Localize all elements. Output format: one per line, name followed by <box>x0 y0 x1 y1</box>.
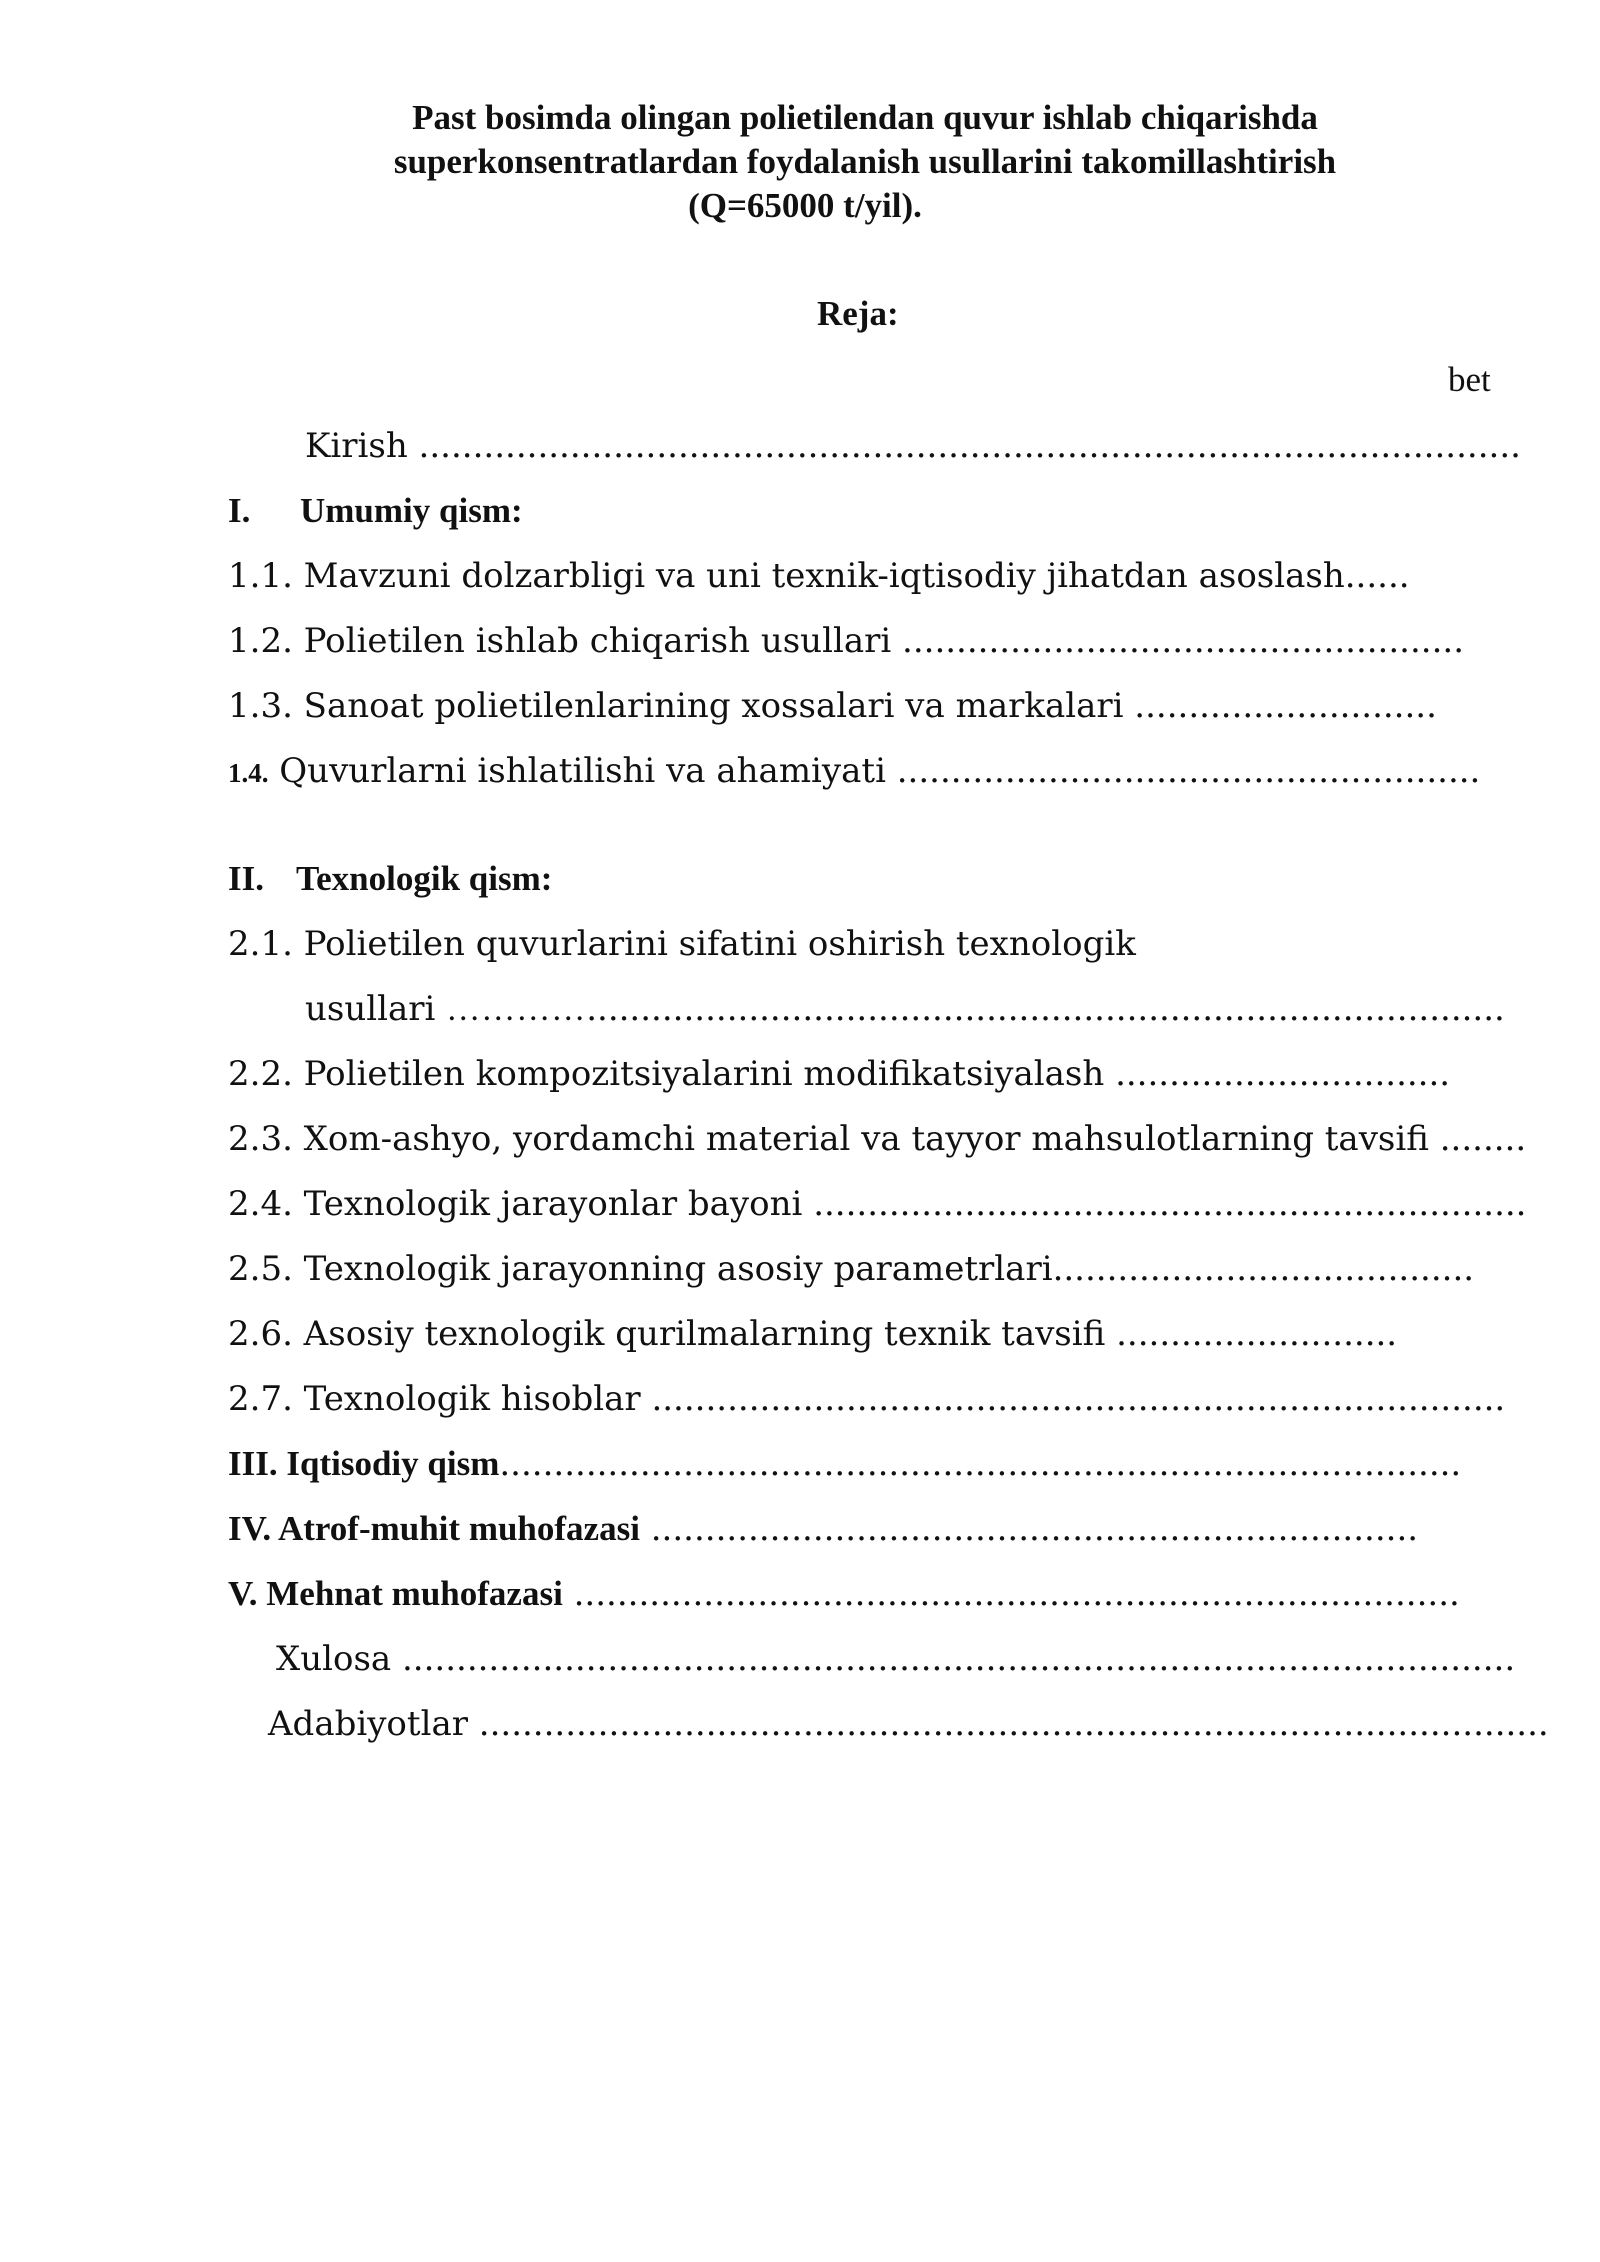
title-line-1: Past bosimda olingan polietilendan quvur ishlab chiqarishda <box>412 98 1318 137</box>
toc-entry-1-1: 1.1. Mavzuni dolzarbligi va uni texnik-iqtisodiy jihatdan asoslash...... <box>228 556 1410 596</box>
toc-entry-2-2: 2.2. Polietilen kompozitsiyalarini modifikatsiyalash ............................... <box>228 1054 1451 1094</box>
section-number: II. <box>228 859 264 898</box>
toc-entry-2-3: 2.3. Xom-ashyo, yordamchi material va tayyor mahsulotlarning tavsifi ........ <box>228 1119 1527 1159</box>
toc-entry-2-1: 2.1. Polietilen quvurlarini sifatini oshirish texnologik <box>228 924 1136 964</box>
section-title: III. Iqtisodiy qism <box>228 1444 500 1483</box>
entry-leader-dots: ..................................................................................... <box>586 989 1505 1029</box>
toc-entry-2-7: 2.7. Texnologik hisoblar ............................................................................... <box>228 1379 1506 1419</box>
toc-section-2 <box>228 857 552 901</box>
section-title: Umumiy qism: <box>300 491 523 530</box>
entry-text: usullari <box>305 989 447 1029</box>
toc-entry-2-4: 2.4. Texnologik jarayonlar bayoni .................................................................. <box>228 1184 1527 1224</box>
section-number: I. <box>228 491 251 530</box>
toc-entry-2-1-continued <box>305 987 1505 1032</box>
toc-entry-xulosa: Xulosa ....................................................................................................... <box>276 1639 1516 1679</box>
toc-section-3 <box>228 1442 1461 1486</box>
section-title: Texnologik qism: <box>296 859 553 898</box>
title-line-2: superkonsentratlardan foydalanish usullarini takomillashtirish <box>393 142 1337 181</box>
section-title: IV. Atrof-muhit muhofazasi <box>228 1509 640 1548</box>
plan-heading: Reja: <box>817 294 899 333</box>
entry-number: 1.4. <box>228 758 269 788</box>
page-column-label: bet <box>1448 360 1491 399</box>
toc-entry-1-2: 1.2. Polietilen ishlab chiqarish usullari .................................................... <box>228 621 1465 661</box>
toc-section-5 <box>228 1572 1460 1616</box>
document-title <box>300 96 1430 228</box>
section-leader: ......................................................................................... <box>499 1444 1462 1484</box>
toc-entry-kirish: Kirish ...................................................................................................... <box>305 426 1521 466</box>
entry-text: Quvurlarni ishlatilishi va ahamiyati ...................................................... <box>268 751 1481 791</box>
entry-leader: ………… <box>446 991 587 1028</box>
section-title: . Mehnat muhofazasi <box>248 1574 563 1613</box>
toc-entry-2-6: 2.6. Asosiy texnologik qurilmalarning texnik tavsifi .......................... <box>228 1314 1398 1354</box>
toc-entry-adabiyotlar: Adabiyotlar ................................................................................................... <box>268 1704 1549 1744</box>
toc-section-4 <box>228 1507 1418 1551</box>
section-leader: .................................................................................. <box>562 1574 1460 1614</box>
toc-section-1 <box>228 489 523 533</box>
section-leader: ....................................................................... <box>639 1509 1419 1549</box>
title-line-3: (Q=65000 t/yil). <box>688 186 922 225</box>
toc-entry-1-4 <box>228 749 1480 795</box>
toc-entry-1-3: 1.3. Sanoat polietilenlarining xossalari va markalari ............................ <box>228 686 1437 726</box>
section-number: V <box>228 1574 249 1613</box>
toc-entry-2-5: 2.5. Texnologik jarayonning asosiy parametrlari....................................... <box>228 1249 1475 1289</box>
